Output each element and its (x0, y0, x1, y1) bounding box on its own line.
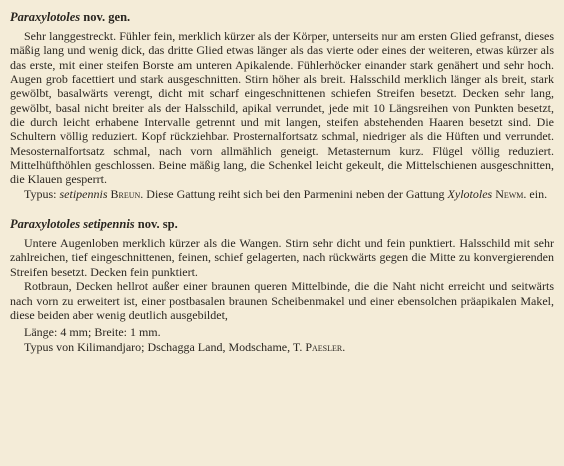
holotype-label: Typus von Kilimandjaro; Dschagga Land, Modschame, T. (24, 339, 306, 354)
species-description-1: Untere Augenloben merklich kürzer als die Wangen. Stirn sehr dicht und fein punktiert. Halsschild mit sehr zahlreichen, tief eingeschnittenen, feinen, schief gelagerten, nach rückwärts gegen die Mitte zu konvergierenden Streifen besetzt. Decken fein punktiert. (10, 236, 554, 279)
type-species: setipennis (59, 186, 108, 201)
species-holotype (10, 340, 554, 354)
compare-author: Newm (495, 186, 524, 201)
collector-name: Paesler (305, 339, 343, 354)
type-author: Breun (110, 186, 141, 201)
type-label: Typus: (24, 186, 60, 201)
genus-name: Paraxylotoles (10, 10, 81, 24)
genus-type-paragraph (10, 187, 554, 201)
genus-tag: nov. gen. (80, 10, 131, 24)
type-text-b: . ein. (523, 186, 548, 201)
holotype-end: . (342, 339, 346, 354)
type-text-a: . Diese Gattung reiht sich bei den Parmenini neben der Gattung (140, 186, 448, 201)
species-description-2: Rotbraun, Decken hellrot außer einer braunen queren Mittelbinde, die die Naht nicht erreicht und seitwärts nach vorn zu erweitert ist, einer postbasalen braunen Scheibenmakel und einer ebensolchen präapikalen Makel, diese beiden aber wenig deutlich ausgebildet, (10, 279, 554, 322)
species-name: Paraxylotoles setipennis (10, 217, 135, 232)
section-gap (10, 201, 554, 217)
species-tag: nov. sp. (134, 217, 178, 232)
genus-description: Sehr langgestreckt. Fühler fein, merklich kürzer als der Körper, unterseits nur am ersten Glied gefranst, dieses mäßig lang und wenig dick, das dritte Glied etwas länger als das vierte oder eines der weiteren, etwas kürzer als das erste, mit einer steifen Borste am unteren Apikalende. Fühlerhöcker einander stark genähert und sehr hoch. Augen grob facettiert und stark ausgeschnitten. Stirn höher als breit. Halsschild merklich länger als breit, stark gewölbt, basalwärts verengt, dicht mit scharf eingeschnittenen schiefen Streifen besetzt. Decken sehr lang, gewölbt, basal nicht breiter als der Halsschild, apikal verrundet, jede mit 10 Längsreihen von Punkten besetzt, die durch leicht erhabene Intervalle getrennt und mit langen, steifen abstehenden Haaren besetzt sind. Die Schultern völlig reduziert. Kopf rückziehbar. Prosternalfortsatz schmal, niedriger als die Hüften und verrundet. Mesosternalfortsatz schmal, nach vorn allmählich geneigt. Metasternum kurz. Flügel völlig reduziert. Mittelhüfthöhlen geschlossen. Beine mäßig lang, die Schenkel leicht gekeult, die Mittelschienen ausgeschnitten, die Klauen gesperrt. (10, 29, 554, 187)
genus-heading (10, 10, 554, 25)
species-heading (10, 217, 554, 232)
species-measurements: Länge: 4 mm; Breite: 1 mm. (24, 325, 161, 340)
compare-genus: Xylotoles (447, 186, 493, 201)
